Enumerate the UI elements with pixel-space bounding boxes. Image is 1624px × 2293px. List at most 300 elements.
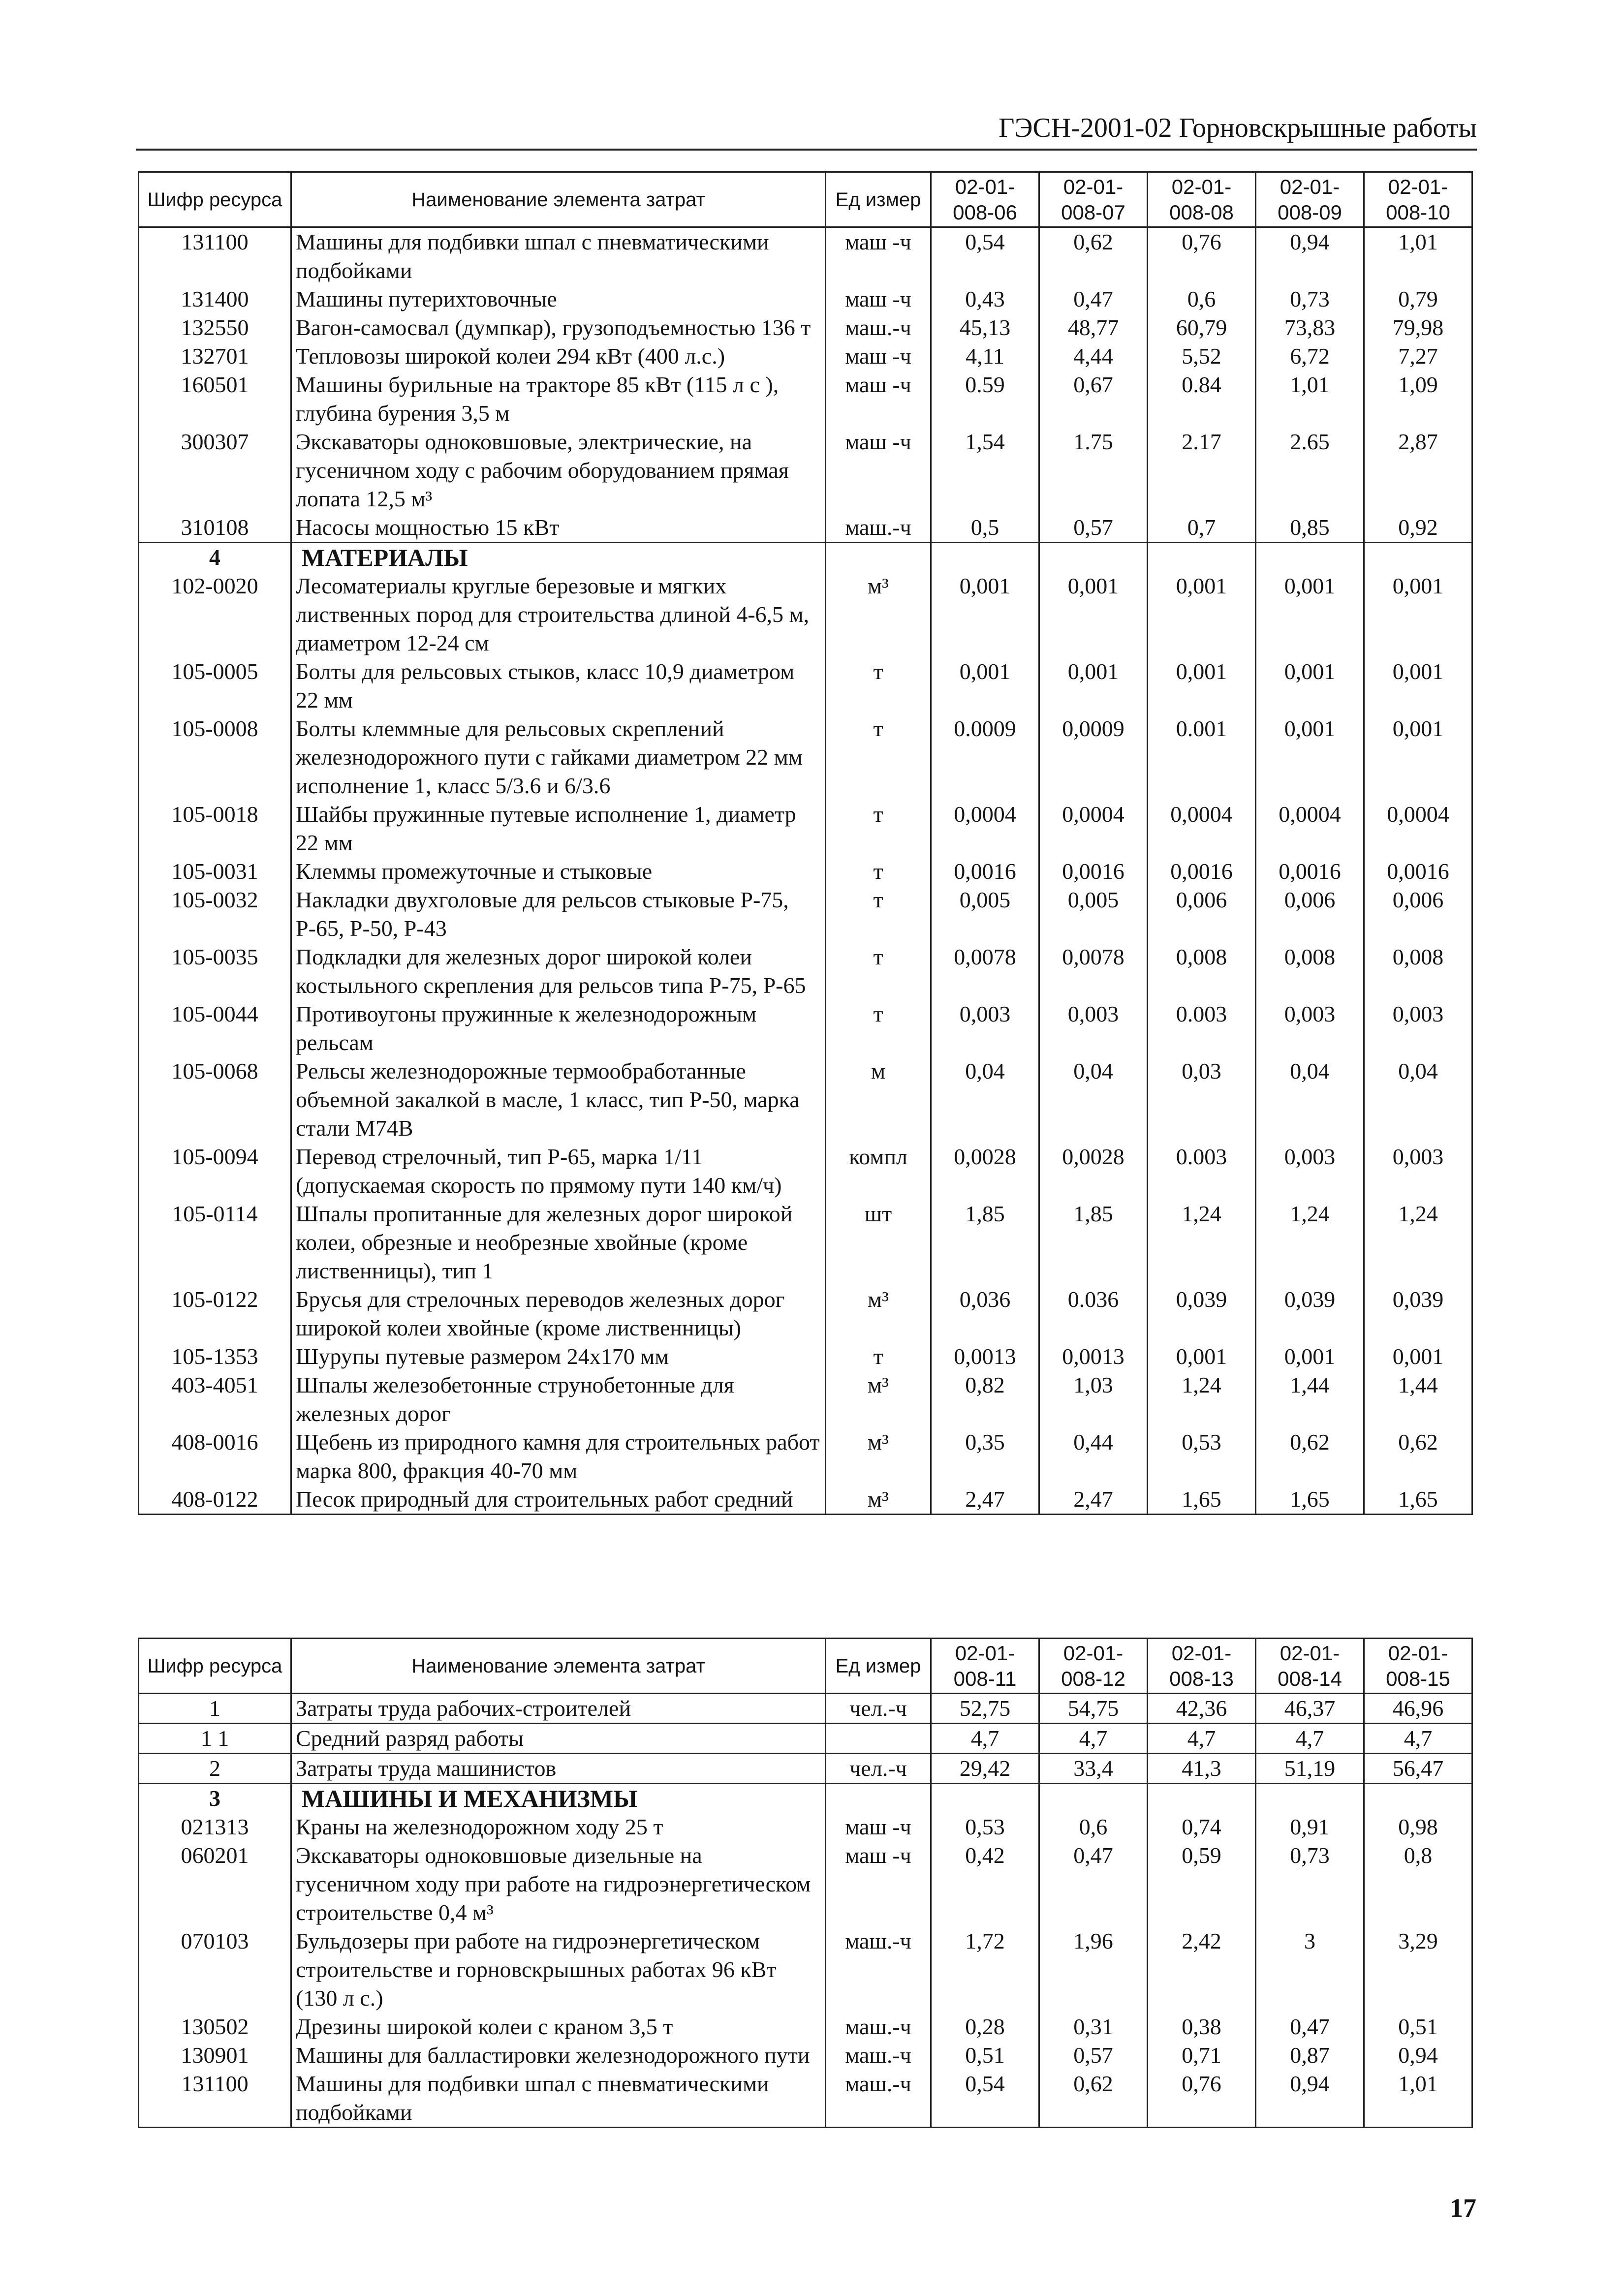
norm-value: 0,006: [1256, 886, 1364, 943]
table-row: [139, 1057, 1472, 1143]
norm-value: 0,53: [1148, 1428, 1256, 1485]
resource-name: Краны на железнодорожном ходу 25 т: [291, 1813, 826, 1841]
norm-value: 2.65: [1256, 428, 1364, 513]
norm-value: 0,38: [1148, 2013, 1256, 2041]
page-header: [136, 109, 1477, 151]
resource-unit: маш -ч: [826, 371, 931, 428]
header-norm-col: 02-01-008-09: [1256, 172, 1364, 227]
norm-value: 1,24: [1148, 1371, 1256, 1428]
resource-unit: м³: [826, 1285, 931, 1342]
resource-code: 105-0032: [139, 886, 291, 943]
resource-unit: м³: [826, 572, 931, 657]
norm-value: 0,94: [1256, 2070, 1364, 2128]
norm-value: 0,94: [1256, 227, 1364, 285]
norm-value: 0,001: [1364, 1342, 1472, 1371]
norm-value: 0,6: [1039, 1813, 1148, 1841]
resource-name: Шпалы железобетонные струнобетонные для железных дорог: [291, 1371, 826, 1428]
norm-value: 0,62: [1039, 227, 1148, 285]
norm-value: 0,0028: [931, 1143, 1039, 1200]
norm-value: 1,72: [931, 1927, 1039, 2013]
norm-value: 0,005: [1039, 886, 1148, 943]
norm-value: 4,7: [1256, 1724, 1364, 1754]
resource-unit: чел.-ч: [826, 1694, 931, 1724]
norm-value: 0,001: [1148, 572, 1256, 657]
norm-value: 0,001: [1256, 572, 1364, 657]
norm-value: 0,59: [1148, 1841, 1256, 1927]
norm-value: 0,003: [1364, 1000, 1472, 1057]
norm-value: 1,44: [1256, 1371, 1364, 1428]
resource-table-2: [138, 1638, 1473, 2128]
norm-value: 0,0078: [931, 943, 1039, 1000]
norm-value: 0,006: [1148, 886, 1256, 943]
norm-value: 0,0016: [1148, 857, 1256, 886]
resource-unit: маш -ч: [826, 1841, 931, 1927]
table-body: [139, 227, 1472, 1515]
norm-value: 0,85: [1256, 513, 1364, 543]
norm-value: 0,003: [1039, 1000, 1148, 1057]
norm-value: 0,91: [1256, 1813, 1364, 1841]
resource-name: Экскаваторы одноковшовые, электрические, на гусеничном ходу с рабочим оборудованием прямая лопата 12,5 м³: [291, 428, 826, 513]
header-norm-col: 02-01-008-10: [1364, 172, 1472, 227]
norm-value: 0,0016: [931, 857, 1039, 886]
norm-value: 0.0009: [931, 714, 1039, 800]
resource-unit: т: [826, 886, 931, 943]
norm-value: 0,57: [1039, 513, 1148, 543]
norm-value: 54,75: [1039, 1694, 1148, 1724]
resource-name: Песок природный для строительных работ средний: [291, 1485, 826, 1515]
resource-unit: маш -ч: [826, 227, 931, 285]
norm-value: 0.84: [1148, 371, 1256, 428]
table-row: [139, 886, 1472, 943]
norm-value: 0,0016: [1364, 857, 1472, 886]
norm-value: 2,87: [1364, 428, 1472, 513]
norm-value: [1148, 1784, 1256, 1813]
resource-unit: компл: [826, 1143, 931, 1200]
norm-value: 0,76: [1148, 227, 1256, 285]
norm-value: 0,92: [1364, 513, 1472, 543]
norm-value: 0,003: [1364, 1143, 1472, 1200]
header-code: Шифр ресурса: [139, 1639, 291, 1694]
resource-name: Дрезины широкой колеи с краном 3,5 т: [291, 2013, 826, 2041]
norm-value: 1,96: [1039, 1927, 1148, 2013]
resource-code: 105-0044: [139, 1000, 291, 1057]
resource-unit: маш.-ч: [826, 2041, 931, 2070]
norm-value: 0,62: [1364, 1428, 1472, 1485]
norm-value: 4,7: [1039, 1724, 1148, 1754]
table-row: [139, 1841, 1472, 1927]
resource-code: 403-4051: [139, 1371, 291, 1428]
resource-code: 310108: [139, 513, 291, 543]
table-row: [139, 2013, 1472, 2041]
table-row: [139, 227, 1472, 285]
resource-code: 300307: [139, 428, 291, 513]
norm-value: 0,47: [1256, 2013, 1364, 2041]
table-row: [139, 1342, 1472, 1371]
norm-value: 0,008: [1256, 943, 1364, 1000]
norm-value: [1256, 543, 1364, 572]
norm-value: 0,005: [931, 886, 1039, 943]
norm-value: 0,35: [931, 1428, 1039, 1485]
norm-value: 0,04: [1256, 1057, 1364, 1143]
norm-value: [1256, 1784, 1364, 1813]
norm-value: 46,96: [1364, 1694, 1472, 1724]
page-number: 17: [1450, 2193, 1476, 2223]
table-row: [139, 2070, 1472, 2128]
norm-value: 1,01: [1364, 2070, 1472, 2128]
resource-unit: маш -ч: [826, 1813, 931, 1841]
norm-value: [1364, 543, 1472, 572]
resource-code: 160501: [139, 371, 291, 428]
resource-unit: т: [826, 1342, 931, 1371]
norm-value: 0,42: [931, 1841, 1039, 1927]
resource-unit: маш.-ч: [826, 513, 931, 543]
resource-code: 131100: [139, 2070, 291, 2128]
norm-value: 0,62: [1039, 2070, 1148, 2128]
resource-code: 131400: [139, 285, 291, 313]
norm-value: 0,8: [1364, 1841, 1472, 1927]
norm-value: 46,37: [1256, 1694, 1364, 1724]
norm-value: 41,3: [1148, 1754, 1256, 1784]
norm-value: 1,24: [1148, 1200, 1256, 1285]
resource-name: Тепловозы широкой колеи 294 кВт (400 л.с.): [291, 342, 826, 371]
resource-code: 2: [139, 1754, 291, 1784]
norm-value: 5,52: [1148, 342, 1256, 371]
norm-value: 0,0004: [1039, 800, 1148, 857]
table-body: [139, 1694, 1472, 2128]
norm-value: 33,4: [1039, 1754, 1148, 1784]
norm-value: 0,036: [931, 1285, 1039, 1342]
table-row: [139, 1694, 1472, 1724]
norm-value: 73,83: [1256, 313, 1364, 342]
norm-value: 2.17: [1148, 428, 1256, 513]
norm-value: 1,24: [1256, 1200, 1364, 1285]
norm-value: 0,001: [1148, 657, 1256, 714]
norm-value: 0,82: [931, 1371, 1039, 1428]
norm-value: 0.003: [1148, 1143, 1256, 1200]
resource-name: Клеммы промежуточные и стыковые: [291, 857, 826, 886]
norm-value: 0,51: [931, 2041, 1039, 2070]
table-row: [139, 1000, 1472, 1057]
resource-name: Затраты труда машинистов: [291, 1754, 826, 1784]
norm-value: 0.036: [1039, 1285, 1148, 1342]
resource-unit: т: [826, 857, 931, 886]
norm-value: [1364, 1784, 1472, 1813]
norm-value: 0,003: [931, 1000, 1039, 1057]
resource-code: 1 1: [139, 1724, 291, 1754]
header-norm-col: 02-01-008-06: [931, 172, 1039, 227]
norm-value: 0,0004: [1256, 800, 1364, 857]
resource-unit: [826, 1724, 931, 1754]
norm-value: 1,65: [1148, 1485, 1256, 1515]
norm-value: 0,001: [1364, 572, 1472, 657]
norm-value: [931, 1784, 1039, 1813]
norm-value: 4,7: [1148, 1724, 1256, 1754]
table-row: [139, 313, 1472, 342]
table-row: [139, 428, 1472, 513]
norm-value: 0,039: [1364, 1285, 1472, 1342]
norm-value: 1,44: [1364, 1371, 1472, 1428]
resource-name: Машины для балластировки железнодорожного пути: [291, 2041, 826, 2070]
table-row: [139, 800, 1472, 857]
norm-value: 0,62: [1256, 1428, 1364, 1485]
norm-value: 4,11: [931, 342, 1039, 371]
resource-unit: маш -ч: [826, 285, 931, 313]
resource-name: Машины бурильные на тракторе 85 кВт (115 л с ), глубина бурения 3,5 м: [291, 371, 826, 428]
norm-value: 0,001: [1256, 657, 1364, 714]
norm-value: 0,0004: [1148, 800, 1256, 857]
norm-value: 0,006: [1364, 886, 1472, 943]
header-norm-col: 02-01-008-12: [1039, 1639, 1148, 1694]
resource-unit: м³: [826, 1371, 931, 1428]
resource-unit: шт: [826, 1200, 931, 1285]
norm-value: 0,67: [1039, 371, 1148, 428]
norm-value: 0.001: [1148, 714, 1256, 800]
resource-name: Рельсы железнодорожные термообработанные объемной закалкой в масле, 1 класс, тип Р-50, марка стали М74В: [291, 1057, 826, 1143]
header-norm-col: 02-01-008-15: [1364, 1639, 1472, 1694]
resource-code: 132701: [139, 342, 291, 371]
norm-value: 0,001: [1039, 572, 1148, 657]
norm-value: 0,44: [1039, 1428, 1148, 1485]
table-row: [139, 1813, 1472, 1841]
resource-unit: [826, 1784, 931, 1813]
norm-value: 0,001: [931, 657, 1039, 714]
resource-name: Болты для рельсовых стыков, класс 10,9 диаметром 22 мм: [291, 657, 826, 714]
norm-value: 0,54: [931, 2070, 1039, 2128]
norm-value: 0,001: [931, 572, 1039, 657]
norm-value: 0,0009: [1039, 714, 1148, 800]
norm-value: 0,001: [1256, 714, 1364, 800]
resource-unit: чел.-ч: [826, 1754, 931, 1784]
resource-name: Машины путерихтовочные: [291, 285, 826, 313]
table-row: [139, 1485, 1472, 1515]
header-norm-col: 02-01-008-08: [1148, 172, 1256, 227]
norm-value: 0,003: [1256, 1143, 1364, 1200]
header-name: Наименование элемента затрат: [291, 172, 826, 227]
header-unit: Ед измер: [826, 1639, 931, 1694]
norm-value: 0,47: [1039, 285, 1148, 313]
resource-code: 408-0122: [139, 1485, 291, 1515]
norm-value: 3,29: [1364, 1927, 1472, 2013]
resource-code: 105-0114: [139, 1200, 291, 1285]
resource-unit: м: [826, 1057, 931, 1143]
resource-code: 105-0031: [139, 857, 291, 886]
norm-value: 0,47: [1039, 1841, 1148, 1927]
norm-value: 79,98: [1364, 313, 1472, 342]
norm-value: 48,77: [1039, 313, 1148, 342]
norm-value: 0,6: [1148, 285, 1256, 313]
table-row: [139, 714, 1472, 800]
resource-name: Бульдозеры при работе на гидроэнергетическом строительстве и горновскрышных работах 96 кВт (130 л с.): [291, 1927, 826, 2013]
table-row: [139, 2041, 1472, 2070]
resource-code: 130502: [139, 2013, 291, 2041]
table-row: [139, 1927, 1472, 2013]
norm-value: 0,001: [1256, 1342, 1364, 1371]
resource-name: Подкладки для железных дорог широкой колеи костыльного скрепления для рельсов типа Р-75, Р-65: [291, 943, 826, 1000]
norm-value: 1,85: [931, 1200, 1039, 1285]
resource-code: 105-0005: [139, 657, 291, 714]
resource-unit: м³: [826, 1485, 931, 1515]
norm-value: 0,008: [1148, 943, 1256, 1000]
header-norm-col: 02-01-008-11: [931, 1639, 1039, 1694]
resource-name: Экскаваторы одноковшовые дизельные на гусеничном ходу при работе на гидроэнергетическом строительстве 0,4 м³: [291, 1841, 826, 1927]
norm-value: 7,27: [1364, 342, 1472, 371]
header-unit: Ед измер: [826, 172, 931, 227]
norm-value: 42,36: [1148, 1694, 1256, 1724]
norm-value: 1,09: [1364, 371, 1472, 428]
norm-value: 1,85: [1039, 1200, 1148, 1285]
resource-unit: маш -ч: [826, 342, 931, 371]
resource-name: МАШИНЫ И МЕХАНИЗМЫ: [291, 1784, 826, 1813]
resource-name: Накладки двухголовые для рельсов стыковые Р-75, Р-65, Р-50, Р-43: [291, 886, 826, 943]
norm-value: 4,44: [1039, 342, 1148, 371]
norm-value: [1039, 1784, 1148, 1813]
norm-value: 4,7: [1364, 1724, 1472, 1754]
norm-value: [931, 543, 1039, 572]
resource-unit: т: [826, 714, 931, 800]
norm-value: 0,74: [1148, 1813, 1256, 1841]
table-row: [139, 285, 1472, 313]
resource-unit: т: [826, 657, 931, 714]
resource-unit: маш.-ч: [826, 2070, 931, 2128]
resource-unit: маш.-ч: [826, 1927, 931, 2013]
norm-value: 1,01: [1256, 371, 1364, 428]
resource-name: Средний разряд работы: [291, 1724, 826, 1754]
resource-name: Шайбы пружинные путевые исполнение 1, диаметр 22 мм: [291, 800, 826, 857]
norm-value: 0,73: [1256, 1841, 1364, 1927]
norm-value: 1,24: [1364, 1200, 1472, 1285]
resource-code: 408-0016: [139, 1428, 291, 1485]
resource-code: 130901: [139, 2041, 291, 2070]
norm-value: 0,04: [1364, 1057, 1472, 1143]
resource-unit: м³: [826, 1428, 931, 1485]
norm-value: 0,039: [1148, 1285, 1256, 1342]
resource-code: 105-1353: [139, 1342, 291, 1371]
table-row: [139, 857, 1472, 886]
table-row: [139, 943, 1472, 1000]
table-header-row: [139, 1639, 1472, 1694]
norm-value: 0,0013: [931, 1342, 1039, 1371]
norm-value: 0,28: [931, 2013, 1039, 2041]
resource-unit: маш -ч: [826, 428, 931, 513]
norm-value: 0.59: [931, 371, 1039, 428]
resource-unit: т: [826, 943, 931, 1000]
norm-value: 0,98: [1364, 1813, 1472, 1841]
table-row: [139, 371, 1472, 428]
resource-unit: [826, 543, 931, 572]
norm-value: 0,53: [931, 1813, 1039, 1841]
norm-value: 0,001: [1364, 714, 1472, 800]
table-row: [139, 657, 1472, 714]
header-name: Наименование элемента затрат: [291, 1639, 826, 1694]
resource-code: 021313: [139, 1813, 291, 1841]
norm-value: [1148, 543, 1256, 572]
norm-value: 1,01: [1364, 227, 1472, 285]
resource-name: Болты клеммные для рельсовых скреплений железнодорожного пути с гайками диаметром 22 мм исполнение 1, класс 5/3.6 и 6/3.6: [291, 714, 826, 800]
norm-value: [1039, 543, 1148, 572]
norm-value: 0,5: [931, 513, 1039, 543]
norm-value: 1.75: [1039, 428, 1148, 513]
norm-value: 0,54: [931, 227, 1039, 285]
norm-value: 0,0013: [1039, 1342, 1148, 1371]
resource-name: Машины для подбивки шпал с пневматическими подбойками: [291, 227, 826, 285]
header-code: Шифр ресурса: [139, 172, 291, 227]
section-row: [139, 543, 1472, 572]
norm-value: 6,72: [1256, 342, 1364, 371]
norm-value: 0,94: [1364, 2041, 1472, 2070]
table-row: [139, 513, 1472, 543]
resource-name: Шпалы пропитанные для железных дорог широкой колеи, обрезные и необрезные хвойные (кроме лиственницы), тип 1: [291, 1200, 826, 1285]
resource-code: 060201: [139, 1841, 291, 1927]
norm-value: 0,001: [1148, 1342, 1256, 1371]
norm-value: 56,47: [1364, 1754, 1472, 1784]
resource-name: Брусья для стрелочных переводов железных дорог широкой колеи хвойные (кроме лиственницы): [291, 1285, 826, 1342]
norm-value: 60,79: [1148, 313, 1256, 342]
norm-value: 0,039: [1256, 1285, 1364, 1342]
norm-value: 0,51: [1364, 2013, 1472, 2041]
norm-value: 0,0028: [1039, 1143, 1148, 1200]
norm-value: 0,7: [1148, 513, 1256, 543]
norm-value: 0,04: [1039, 1057, 1148, 1143]
table-header-row: [139, 172, 1472, 227]
table-row: [139, 1143, 1472, 1200]
norm-value: 0,03: [1148, 1057, 1256, 1143]
norm-value: 29,42: [931, 1754, 1039, 1784]
norm-value: 0,79: [1364, 285, 1472, 313]
resource-name: Затраты труда рабочих-строителей: [291, 1694, 826, 1724]
norm-value: 0,0004: [1364, 800, 1472, 857]
norm-value: 1,65: [1364, 1485, 1472, 1515]
norm-value: 0,57: [1039, 2041, 1148, 2070]
resource-unit: маш.-ч: [826, 313, 931, 342]
resource-name: МАТЕРИАЛЫ: [291, 543, 826, 572]
page-header-title: ГЭСН-2001-02 Горновскрышные работы: [999, 113, 1477, 143]
resource-name: Лесоматериалы круглые березовые и мягких лиственных пород для строительства длиной 4-6,5 м, диаметром 12-24 см: [291, 572, 826, 657]
norm-value: 0,0078: [1039, 943, 1148, 1000]
norm-value: 0,003: [1256, 1000, 1364, 1057]
norm-value: 45,13: [931, 313, 1039, 342]
table-row: [139, 1200, 1472, 1285]
header-norm-col: 02-01-008-14: [1256, 1639, 1364, 1694]
resource-code: 4: [139, 543, 291, 572]
norm-value: 1,65: [1256, 1485, 1364, 1515]
resource-name: Щебень из природного камня для строительных работ марка 800, фракция 40-70 мм: [291, 1428, 826, 1485]
resource-code: 105-0122: [139, 1285, 291, 1342]
resource-code: 131100: [139, 227, 291, 285]
resource-name: Насосы мощностью 15 кВт: [291, 513, 826, 543]
norm-value: 0,001: [1364, 657, 1472, 714]
norm-value: 2,47: [931, 1485, 1039, 1515]
resource-code: 105-0008: [139, 714, 291, 800]
norm-value: 0,001: [1039, 657, 1148, 714]
header-norm-col: 02-01-008-13: [1148, 1639, 1256, 1694]
norm-value: 0,0004: [931, 800, 1039, 857]
resource-name: Шурупы путевые размером 24х170 мм: [291, 1342, 826, 1371]
norm-value: 1,03: [1039, 1371, 1148, 1428]
header-norm-col: 02-01-008-07: [1039, 172, 1148, 227]
table-row: [139, 1285, 1472, 1342]
norm-value: 4,7: [931, 1724, 1039, 1754]
resource-unit: т: [826, 800, 931, 857]
table-row: [139, 342, 1472, 371]
resource-code: 105-0035: [139, 943, 291, 1000]
norm-value: 3: [1256, 1927, 1364, 2013]
norm-value: 2,47: [1039, 1485, 1148, 1515]
norm-value: 0,87: [1256, 2041, 1364, 2070]
norm-value: 0.003: [1148, 1000, 1256, 1057]
section-row: [139, 1784, 1472, 1813]
resource-code: 132550: [139, 313, 291, 342]
norm-value: 1,54: [931, 428, 1039, 513]
